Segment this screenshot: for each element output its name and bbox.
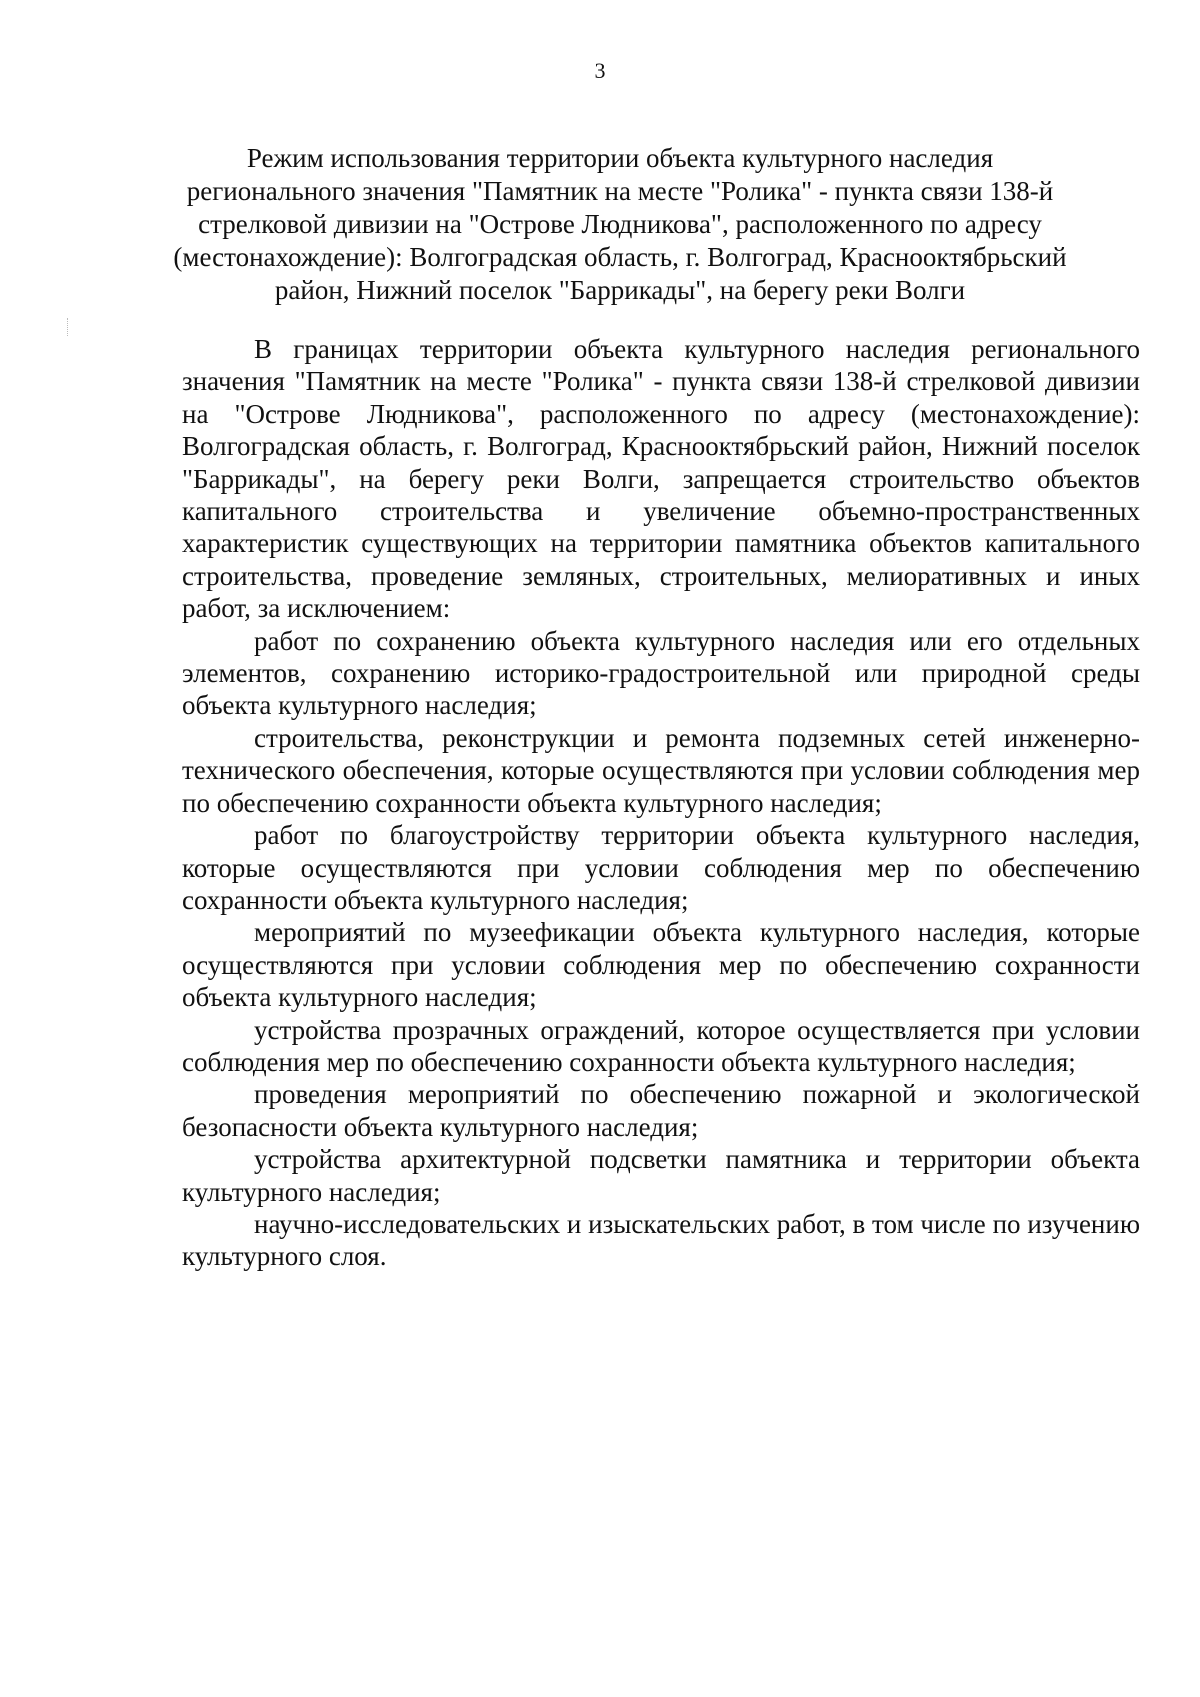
intro-paragraph: В границах территории объекта культурного наследия регионального значения "Памятник на месте "Ролика" - пункта связи 138-й стрелковой дивизии на "Острове Людникова", расположенного по адресу (местонахождение): Волгоградская область, г. Волгоград, Краснооктябрьский район, Нижний поселок "Баррикады", на берегу реки Волги, запрещается строительство объектов капитального строительства и увеличение объемно-пространственных характеристик существующих на территории памятника объектов капитального строительства, проведение земляных, строительных, мелиоративных и иных работ, за исключением: (182, 334, 1140, 624)
exception-item: устройства прозрачных ограждений, которое осуществляется при условии соблюдения мер по обеспечению сохранности объекта культурного наследия; (182, 1014, 1140, 1077)
scan-artifact (67, 318, 70, 336)
page-number: 3 (594, 58, 606, 83)
document-title (150, 142, 1090, 307)
title-line: район, Нижний поселок "Баррикады", на берегу реки Волги (274, 275, 966, 305)
exception-item: строительства, реконструкции и ремонта подземных сетей инженерно-технического обеспечения, которые осуществляются при условии соблюдения мер по обеспечению сохранности объекта культурного наследия; (182, 722, 1140, 818)
title-line: регионального значения "Памятник на месте "Ролика" - пункта связи 138-й (186, 176, 1054, 206)
exception-item: мероприятий по музеефикации объекта культурного наследия, которые осуществляются при условии соблюдения мер по обеспечению сохранности объекта культурного наследия; (182, 917, 1140, 1013)
exception-item: научно-исследовательских и изыскательских работ, в том числе по изучению культурного слоя. (182, 1208, 1140, 1272)
exception-item: проведения мероприятий по обеспечению пожарной и экологической безопасности объекта культурного наследия; (182, 1079, 1140, 1142)
exception-item: работ по сохранению объекта культурного наследия или его отдельных элементов, сохранению историко-градостроительной или природной среды объекта культурного наследия; (182, 625, 1140, 721)
exception-item: работ по благоустройству территории объекта культурного наследия, которые осуществляются при условии соблюдения мер по обеспечению сохранности объекта культурного наследия; (182, 820, 1140, 915)
title-line: Режим использования территории объекта культурного наследия (246, 143, 994, 173)
document-body (182, 333, 1140, 1273)
exception-item: устройства архитектурной подсветки памятника и территории объекта культурного наследия; (182, 1144, 1140, 1207)
title-line: (местонахождение): Волгоградская область, г. Волгоград, Краснооктябрьский (173, 242, 1067, 272)
title-line: стрелковой дивизии на "Острове Людникова", расположенного по адресу (198, 209, 1042, 239)
